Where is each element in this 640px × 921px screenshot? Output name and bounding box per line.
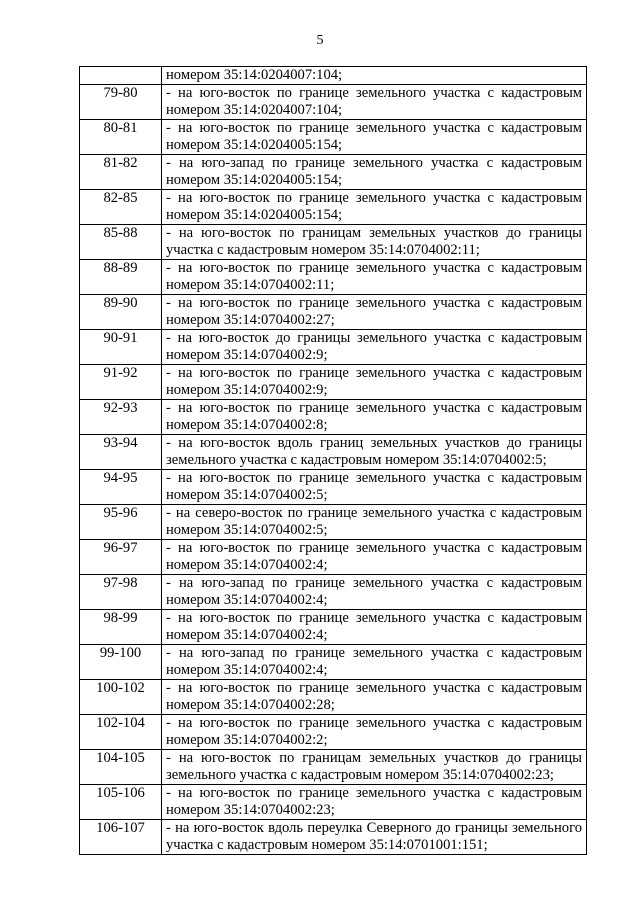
description-cell: - на юго-восток по границам земельных участков до границы земельного участка с кадастровым номером 35:14:0704002:23;: [162, 750, 587, 785]
description-cell: - на юго-восток по границам земельных участков до границы участка с кадастровым номером 35:14:0704002:11;: [162, 225, 587, 260]
description-cell: - на юго-восток по границе земельного участка с кадастровым номером 35:14:0704002:4;: [162, 610, 587, 645]
description-cell: - на юго-восток по границе земельного участка с кадастровым номером 35:14:0204007:104;: [162, 85, 587, 120]
description-cell: номером 35:14:0204007:104;: [162, 67, 587, 85]
description-cell: - на юго-восток по границе земельного участка с кадастровым номером 35:14:0704002:5;: [162, 470, 587, 505]
segment-cell: 96-97: [80, 540, 162, 575]
description-cell: - на юго-запад по границе земельного участка с кадастровым номером 35:14:0204005:154;: [162, 155, 587, 190]
segment-cell: 89-90: [80, 295, 162, 330]
segment-cell: 98-99: [80, 610, 162, 645]
segment-cell: 85-88: [80, 225, 162, 260]
table-row: [80, 680, 587, 715]
description-cell: - на северо-восток по границе земельного участка с кадастровым номером 35:14:0704002:5;: [162, 505, 587, 540]
description-cell: - на юго-восток по границе земельного участка с кадастровым номером 35:14:0704002:8;: [162, 400, 587, 435]
table-row: [80, 190, 587, 225]
description-cell: - на юго-восток по границе земельного участка с кадастровым номером 35:14:0704002:11;: [162, 260, 587, 295]
segment-cell: 100-102: [80, 680, 162, 715]
table-body: [80, 67, 587, 855]
segment-cell: 93-94: [80, 435, 162, 470]
description-cell: - на юго-восток по границе земельного участка с кадастровым номером 35:14:0204005:154;: [162, 190, 587, 225]
table-row: [80, 785, 587, 820]
segment-cell: 90-91: [80, 330, 162, 365]
table-row: [80, 225, 587, 260]
table-row: [80, 715, 587, 750]
table-row: [80, 155, 587, 190]
segment-cell: 88-89: [80, 260, 162, 295]
description-cell: - на юго-восток до границы земельного участка с кадастровым номером 35:14:0704002:9;: [162, 330, 587, 365]
description-cell: - на юго-восток по границе земельного участка с кадастровым номером 35:14:0704002:4;: [162, 540, 587, 575]
table-row: [80, 400, 587, 435]
table-row: [80, 645, 587, 680]
table-row: [80, 575, 587, 610]
table-row: [80, 610, 587, 645]
description-cell: - на юго-восток вдоль переулка Северного до границы земельного участка с кадастровым номером 35:14:0701001:151;: [162, 820, 587, 855]
segment-cell: 81-82: [80, 155, 162, 190]
segment-cell: 94-95: [80, 470, 162, 505]
table-row: [80, 750, 587, 785]
segment-cell: [80, 67, 162, 85]
table-row: [80, 505, 587, 540]
description-cell: - на юго-запад по границе земельного участка с кадастровым номером 35:14:0704002:4;: [162, 645, 587, 680]
table-row: [80, 260, 587, 295]
description-cell: - на юго-восток по границе земельного участка с кадастровым номером 35:14:0204005:154;: [162, 120, 587, 155]
segment-cell: 105-106: [80, 785, 162, 820]
segment-cell: 102-104: [80, 715, 162, 750]
description-cell: - на юго-восток по границе земельного участка с кадастровым номером 35:14:0704002:2;: [162, 715, 587, 750]
table-row: [80, 540, 587, 575]
segment-cell: 104-105: [80, 750, 162, 785]
description-cell: - на юго-запад по границе земельного участка с кадастровым номером 35:14:0704002:4;: [162, 575, 587, 610]
table-row: [80, 470, 587, 505]
description-cell: - на юго-восток по границе земельного участка с кадастровым номером 35:14:0704002:27;: [162, 295, 587, 330]
table-row: [80, 435, 587, 470]
segment-cell: 80-81: [80, 120, 162, 155]
segment-cell: 99-100: [80, 645, 162, 680]
description-cell: - на юго-восток по границе земельного участка с кадастровым номером 35:14:0704002:28;: [162, 680, 587, 715]
segment-cell: 106-107: [80, 820, 162, 855]
table-row: [80, 67, 587, 85]
table-row: [80, 330, 587, 365]
description-cell: - на юго-восток по границе земельного участка с кадастровым номером 35:14:0704002:9;: [162, 365, 587, 400]
table-row: [80, 120, 587, 155]
segment-cell: 92-93: [80, 400, 162, 435]
segment-cell: 82-85: [80, 190, 162, 225]
table-row: [80, 365, 587, 400]
page-number: 5: [316, 33, 324, 48]
segment-cell: 91-92: [80, 365, 162, 400]
boundary-description-table: [79, 66, 587, 855]
segment-cell: 79-80: [80, 85, 162, 120]
table-row: [80, 295, 587, 330]
segment-cell: 95-96: [80, 505, 162, 540]
segment-cell: 97-98: [80, 575, 162, 610]
table-row: [80, 85, 587, 120]
description-cell: - на юго-восток вдоль границ земельных участков до границы земельного участка с кадастровым номером 35:14:0704002:5;: [162, 435, 587, 470]
description-cell: - на юго-восток по границе земельного участка с кадастровым номером 35:14:0704002:23;: [162, 785, 587, 820]
table-row: [80, 820, 587, 855]
